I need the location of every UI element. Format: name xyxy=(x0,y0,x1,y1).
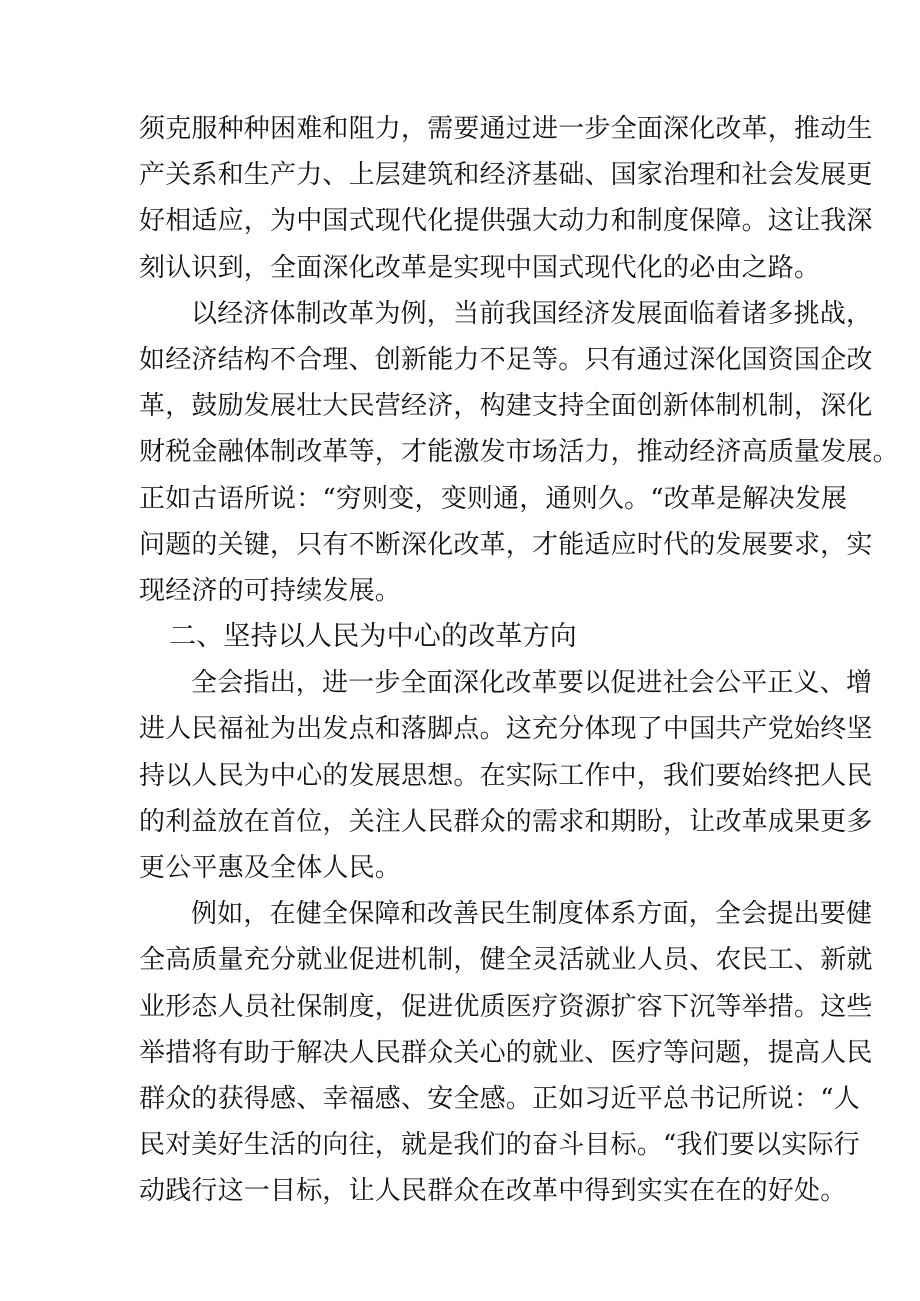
text-line: 动践行这一目标，让人民群众在改革中得到实实在在的好处。 xyxy=(139,1176,847,1207)
paragraph xyxy=(139,660,873,891)
text-line: 好相适应，为中国式现代化提供强大动力和制度保障。这让我深 xyxy=(139,206,873,237)
text-line: 产关系和生产力、上层建筑和经济基础、国家治理和社会发展更 xyxy=(139,160,873,191)
text-line: 更公平惠及全体人民。 xyxy=(139,853,402,883)
text-line: 民对美好生活的向往，就是我们的奋斗目标。“我们要以实际行 xyxy=(139,1130,860,1161)
text-line: 举措将有助于解决人民群众关心的就业、医疗等问题，提高人民 xyxy=(139,1037,873,1068)
text-line: 须克服种种困难和阻力，需要通过进一步全面深化改革，推动生 xyxy=(139,114,873,144)
paragraph xyxy=(139,291,899,614)
text-line: 革，鼓励发展壮大民营经济，构建支持全面创新体制机制，深化 xyxy=(139,391,873,422)
text-line: 业形态人员社保制度，促进优质医疗资源扩容下沉等举措。这些 xyxy=(139,991,873,1022)
text-line: 持以人民为中心的发展思想。在实际工作中，我们要始终把人民 xyxy=(139,760,873,791)
text-line: 全高质量充分就业促进机制，健全灵活就业人员、农民工、新就 xyxy=(139,945,873,976)
text-line: 群众的获得感、幸福感、安全感。正如习近平总书记所说：“人 xyxy=(139,1083,860,1114)
document-body xyxy=(139,106,899,1215)
text-line: 的利益放在首位，关注人民群众的需求和期盼，让改革成果更多 xyxy=(139,806,873,837)
text-line: 如经济结构不合理、创新能力不足等。只有通过深化国资国企改 xyxy=(139,344,873,375)
text-line: 例如，在健全保障和改善民生制度体系方面，全会提出要健 xyxy=(191,899,873,930)
text-line: 刻认识到，全面深化改革是实现中国式现代化的必由之路。 xyxy=(139,252,821,283)
text-line: 问题的关键，只有不断深化改革，才能适应时代的发展要求，实 xyxy=(139,529,873,560)
paragraph xyxy=(139,106,873,291)
text-line: 全会指出，进一步全面深化改革要以促进社会公平正义、增 xyxy=(191,668,873,699)
text-line: 以经济体制改革为例，当前我国经济发展面临着诸多挑战， xyxy=(191,298,873,329)
section-heading: 二、坚持以人民为中心的改革方向 xyxy=(169,621,577,653)
text-line: 正如古语所说：“穷则变，变则通，通则久。“改革是解决发展 xyxy=(139,483,848,514)
text-line: 进人民福祉为出发点和落脚点。这充分体现了中国共产党始终坚 xyxy=(139,714,873,745)
paragraph xyxy=(139,891,873,1214)
text-line: 财税金融体制改革等，才能激发市场活力，推动经济高质量发展。 xyxy=(139,437,899,468)
text-line: 现经济的可持续发展。 xyxy=(139,575,402,606)
